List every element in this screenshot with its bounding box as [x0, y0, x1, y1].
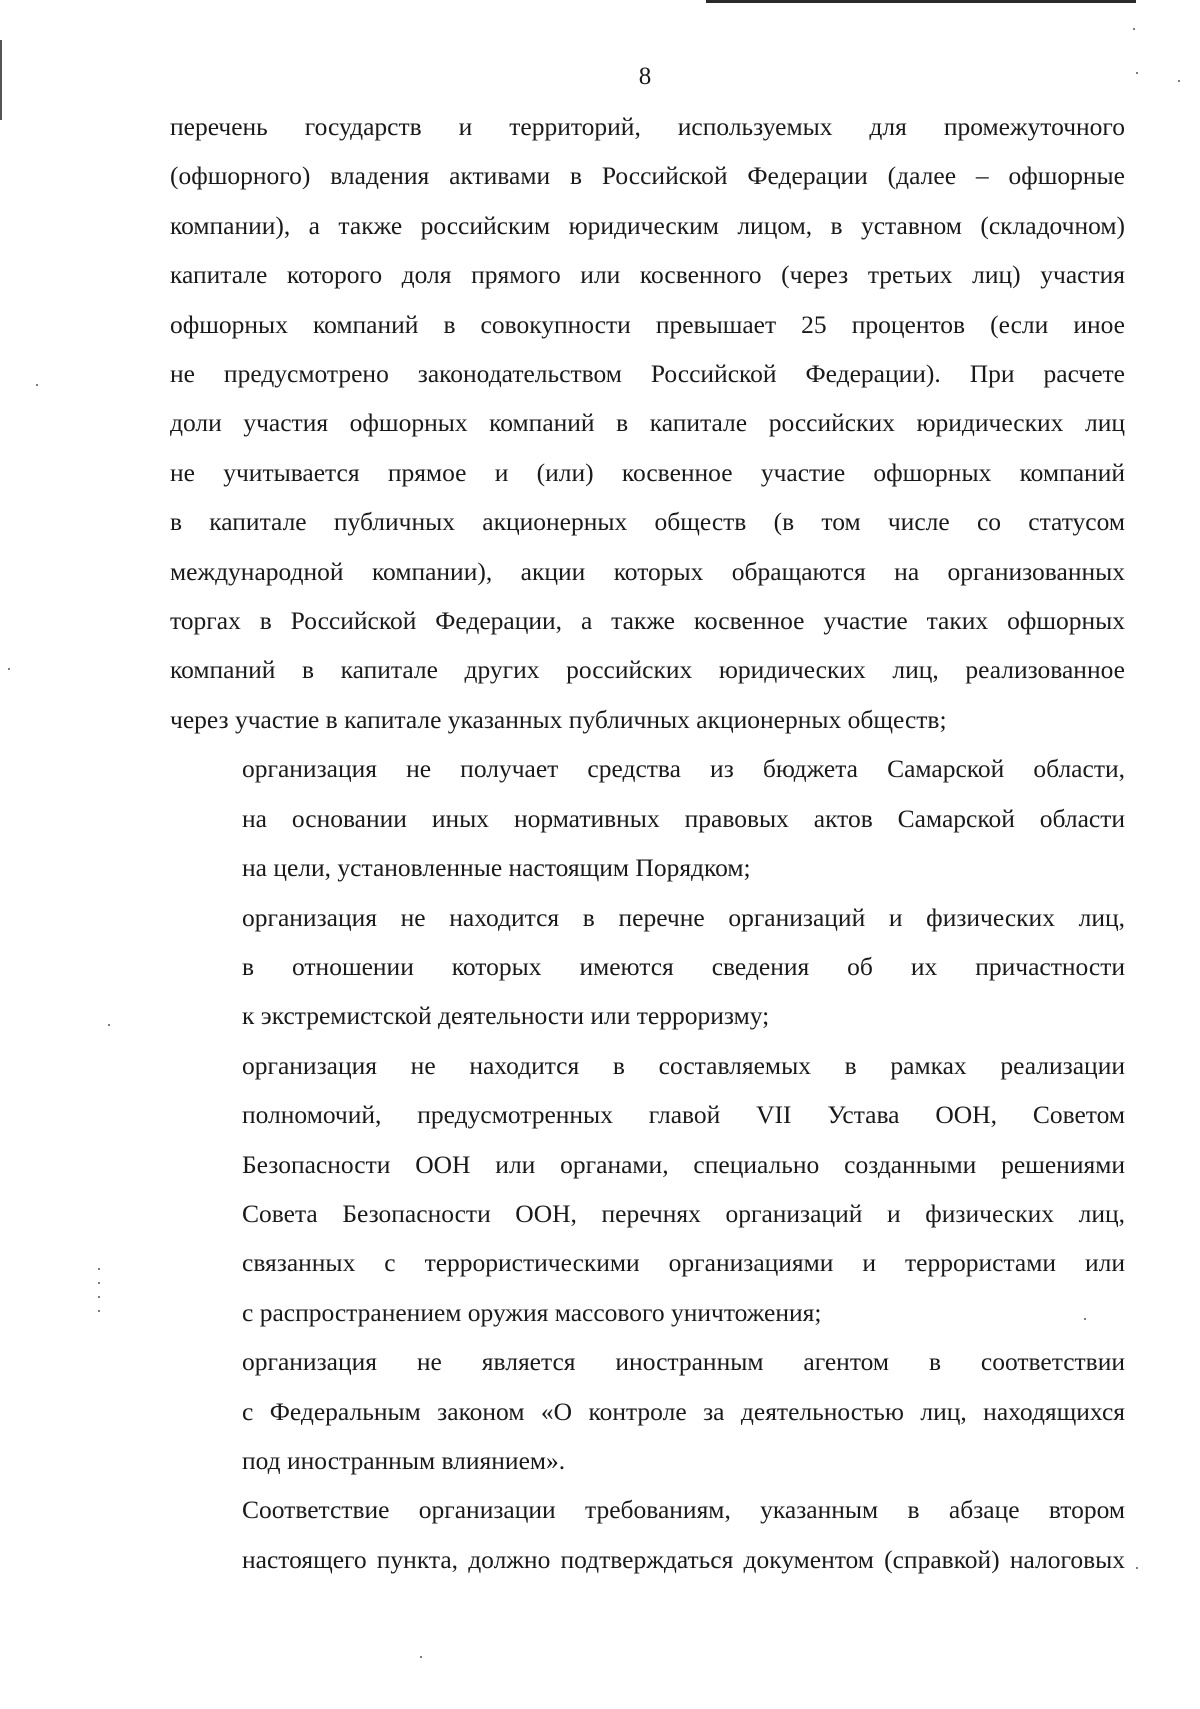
- paragraph: [170, 102, 1125, 744]
- page-number: 8: [638, 63, 652, 90]
- scan-top-rule: [706, 0, 1136, 3]
- paragraph: [170, 1041, 1125, 1337]
- scan-speck: [1133, 28, 1135, 30]
- scan-speck: [98, 1282, 100, 1284]
- paragraph: [170, 744, 1125, 892]
- text-line: не предусмотрено законодательством Российской Федерации). При расчете: [170, 359, 1125, 389]
- text-line: с распространением оружия массового уничтожения;: [242, 1297, 822, 1327]
- text-line: настоящего пункта, должно подтверждаться документом (справкой) налоговых: [242, 1544, 1125, 1574]
- text-line: офшорных компаний в совокупности превышает 25 процентов (если иное: [170, 309, 1125, 339]
- text-line: Совета Безопасности ООН, перечнях организаций и физических лиц,: [242, 1198, 1125, 1228]
- paragraph: [170, 1485, 1125, 1584]
- paragraph: [170, 893, 1125, 1041]
- text-line: организация не получает средства из бюджета Самарской области,: [242, 754, 1125, 784]
- text-line: через участие в капитале указанных публичных акционерных обществ;: [170, 704, 947, 734]
- text-line: на цели, установленные настоящим Порядком;: [242, 853, 751, 883]
- text-line: Соответствие организации требованиям, указанным в абзаце втором: [242, 1495, 1125, 1525]
- scan-speck: [8, 668, 10, 670]
- scan-speck: [420, 1656, 422, 1658]
- text-line: с Федеральным законом «О контроле за деятельностью лиц, находящихся: [242, 1396, 1125, 1426]
- text-line: организация не является иностранным агентом в соответствии: [242, 1347, 1125, 1377]
- text-line: (офшорного) владения активами в Российской Федерации (далее – офшорные: [170, 161, 1125, 191]
- scan-speck: [108, 1024, 110, 1026]
- scan-speck: [98, 1296, 100, 1298]
- text-line: организация не находится в перечне организаций и физических лиц,: [242, 902, 1125, 932]
- paragraph: [170, 1337, 1125, 1485]
- text-line: организация не находится в составляемых в рамках реализации: [242, 1050, 1125, 1080]
- scan-speck: [1136, 1567, 1138, 1569]
- text-line: Безопасности ООН или органами, специально созданными решениями: [242, 1149, 1125, 1179]
- text-line: не учитывается прямое и (или) косвенное участие офшорных компаний: [170, 457, 1125, 487]
- text-line: компании), а также российским юридическим лицом, в уставном (складочном): [170, 210, 1125, 240]
- text-line: под иностранным влиянием».: [242, 1445, 566, 1475]
- text-line: на основании иных нормативных правовых актов Самарской области: [242, 803, 1125, 833]
- text-line: международной компании), акции которых обращаются на организованных: [170, 556, 1125, 586]
- text-line: перечень государств и территорий, используемых для промежуточного: [170, 112, 1125, 141]
- text-line: в отношении которых имеются сведения об их причастности: [242, 951, 1125, 981]
- text-line: связанных с террористическими организациями и террористами или: [242, 1248, 1125, 1278]
- scan-speck: [98, 1268, 100, 1270]
- scan-speck: [98, 1310, 100, 1312]
- text-line: торгах в Российской Федерации, а также косвенное участие таких офшорных: [170, 606, 1125, 636]
- text-line: к экстремистской деятельности или терроризму;: [242, 1001, 770, 1031]
- text-line: капитале которого доля прямого или косвенного (через третьих лиц) участия: [170, 260, 1125, 290]
- scan-speck: [36, 384, 38, 386]
- text-line: в капитале публичных акционерных обществ (в том числе со статусом: [170, 507, 1125, 537]
- text-line: полномочий, предусмотренных главой VII Устава ООН, Советом: [242, 1100, 1125, 1130]
- text-line: доли участия офшорных компаний в капитале российских юридических лиц: [170, 408, 1125, 438]
- text-line: компаний в капитале других российских юридических лиц, реализованное: [170, 655, 1125, 685]
- document-body: [170, 102, 1125, 1584]
